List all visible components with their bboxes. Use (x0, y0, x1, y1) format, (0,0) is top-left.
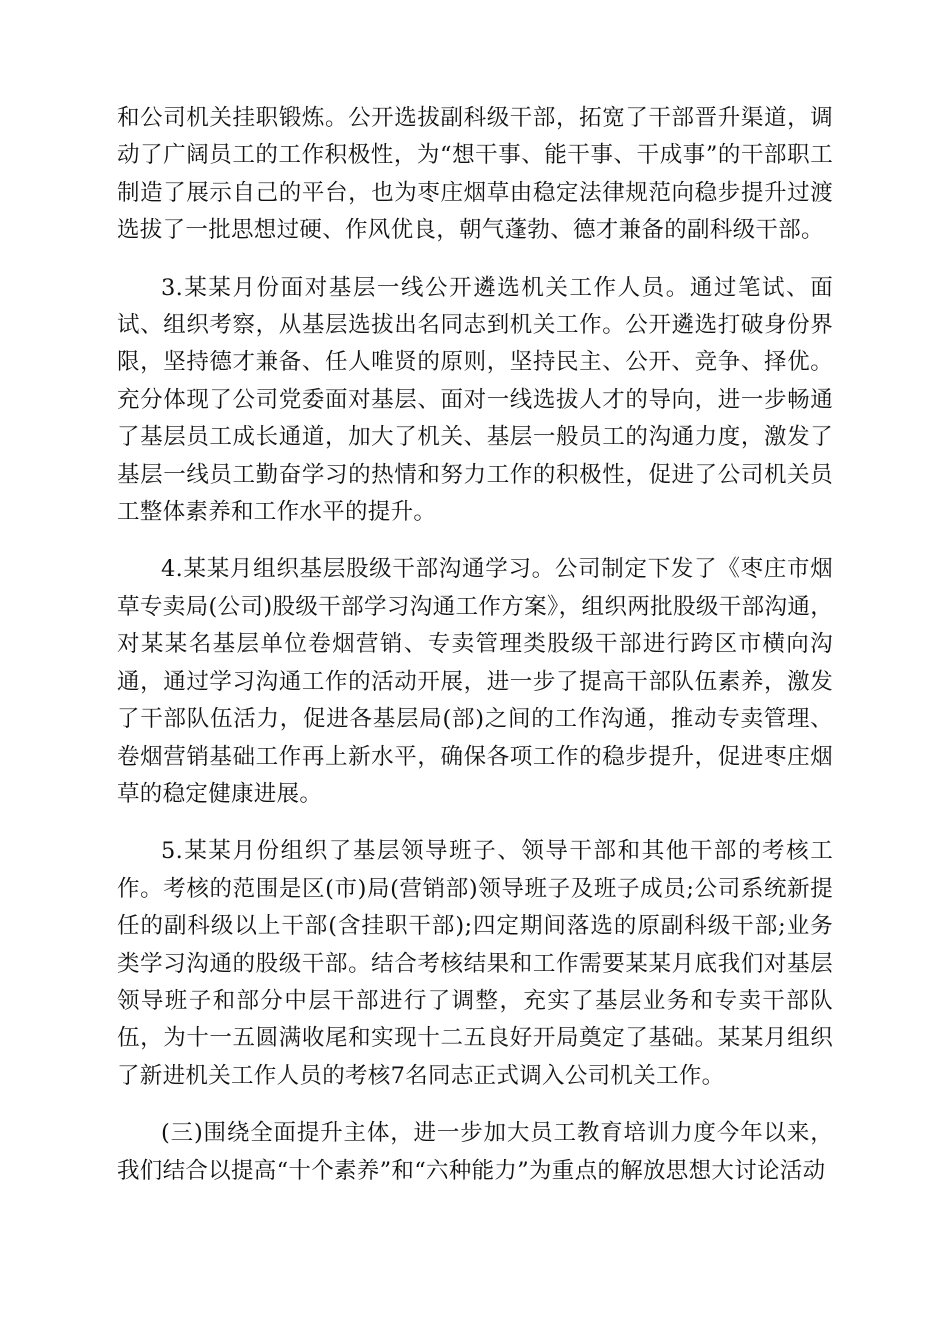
paragraph-1: 和公司机关挂职锻炼。公开选拔副科级干部，拓宽了干部晋升渠道，调动了广阔员工的工作积极性，为“想干事、能干事、干成事”的干部职工制造了展示自己的平台，也为枣庄烟草由稳定法律规范向稳步提升过渡选拔了一批思想过硬、作风优良，朝气蓬勃、德才兼备的副科级干部。 (117, 105, 833, 244)
paragraph-4: 5.某某月份组织了基层领导班子、领导干部和其他干部的考核工作。考核的范围是区(市)局(营销部)领导班子及班子成员;公司系统新提任的副科级以上干部(含挂职干部);四定期间落选的原副科级干部;业务类学习沟通的股级干部。结合考核结果和工作需要某某月底我们对基层领导班子和部分中层干部进行了调整，充实了基层业务和专卖干部队伍，为十一五圆满收尾和实现十二五良好开局奠定了基础。某某月组织了新进机关工作人员的考核7名同志正式调入公司机关工作。 (117, 838, 833, 1089)
document-body (117, 100, 833, 1210)
paragraph-3: 4.某某月组织基层股级干部沟通学习。公司制定下发了《枣庄市烟草专卖局(公司)股级干部学习沟通工作方案》，组织两批股级干部沟通，对某某名基层单位卷烟营销、专卖管理类股级干部进行跨区市横向沟通，通过学习沟通工作的活动开展，进一步了提高干部队伍素养，激发了干部队伍活力，促进各基层局(部)之间的工作沟通，推动专卖管理、卷烟营销基础工作再上新水平，确保各项工作的稳步提升，促进枣庄烟草的稳定健康进展。 (117, 556, 833, 807)
paragraph-2: 3.某某月份面对基层一线公开遴选机关工作人员。通过笔试、面试、组织考察，从基层选拔出名同志到机关工作。公开遴选打破身份界限，坚持德才兼备、任人唯贤的原则，坚持民主、公开、竞争、择优。充分体现了公司党委面对基层、面对一线选拔人才的导向，进一步畅通了基层员工成长通道，加大了机关、基层一般员工的沟通力度，激发了基层一线员工勤奋学习的热情和努力工作的积极性，促进了公司机关员工整体素养和工作水平的提升。 (117, 274, 833, 526)
paragraph-5: (三)围绕全面提升主体，进一步加大员工教育培训力度今年以来，我们结合以提高“十个素养”和“六种能力”为重点的解放思想大讨论活动 (117, 1120, 833, 1184)
